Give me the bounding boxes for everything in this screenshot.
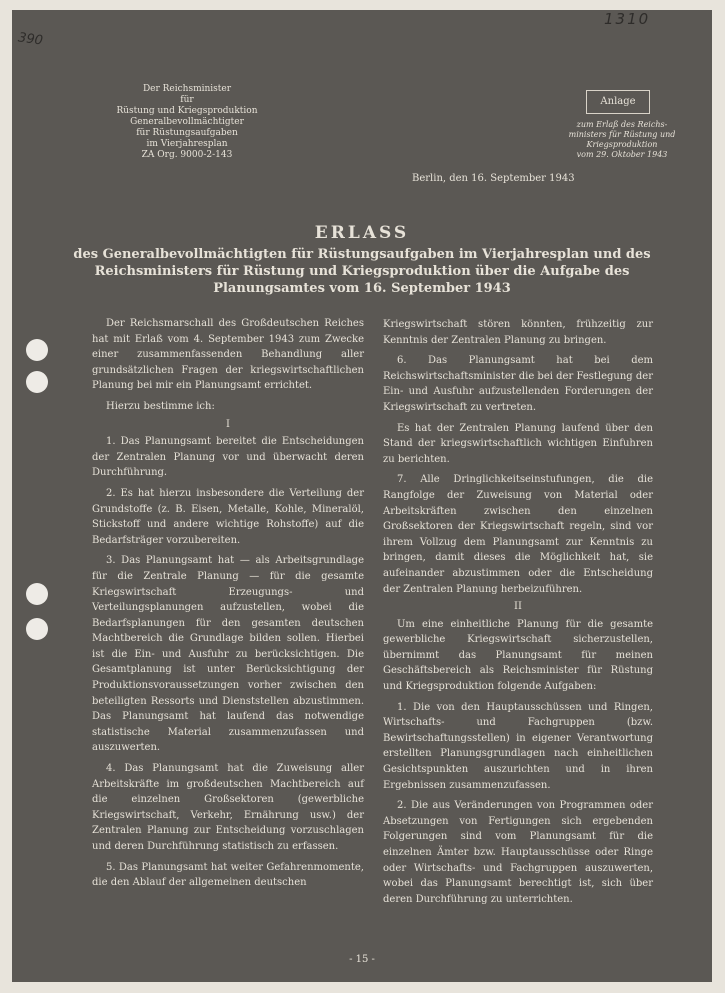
body-column-right bbox=[383, 317, 653, 907]
punch-hole bbox=[26, 371, 48, 393]
annex-note-line: Kriegsproduktion bbox=[586, 140, 658, 149]
body-column-left bbox=[92, 316, 364, 891]
reference-number: ZA Org. 9000-2-143 bbox=[141, 150, 233, 160]
paragraph: 1. Die von den Hauptausschüssen und Ringen, Wirtschafts- und Fachgruppen (bzw. Bewirtschaftungsstellen) in eigener Verantwortung erstellten Planungsgrundlagen nach einheitlichen Gesichtspunkten auszurichten und in ihren Ergebnissen zusammenzufassen. bbox=[383, 701, 653, 791]
sender-line: Generalbevollmächtigter bbox=[130, 117, 244, 127]
paragraph: 3. Das Planungsamt hat — als Arbeitsgrundlage für die Zentrale Planung — für die gesamte Kriegswirtschaft Erzeugungs- und Verteilungsplanungen aufzustellen, wobei die Bedarfsplanungen für den gesamten deutschen Machtbereich die Grundlage bilden sollen. Hierbei ist die Ein- und Ausfuhr zu berücksichtigen. Die Gesamtplanung ist unter Berücksichtigung der Produktionsvoraussetzungen vorher zwischen den beteiligten Ressorts und Dienststellen abzustimmen. Das Planungsamt hat laufend das notwendige statistische Material zusammenzufassen und auszuwerten. bbox=[92, 555, 364, 754]
punch-hole bbox=[26, 618, 48, 640]
annex-note bbox=[562, 120, 682, 160]
annex-note-line: zum Erlaß des Reichs- bbox=[576, 120, 668, 129]
sender-line: Rüstung und Kriegsproduktion bbox=[116, 106, 258, 116]
sender-line: für bbox=[180, 95, 194, 105]
paragraph: 5. Das Planungsamt hat weiter Gefahrenmomente, die den Ablauf der allgemeinen deutschen bbox=[92, 861, 364, 889]
document-title: ERLASS bbox=[314, 223, 410, 243]
annex-note-line: ministers für Rüstung und bbox=[568, 130, 676, 139]
paragraph: 4. Das Planungsamt hat die Zuweisung aller Arbeitskräfte im großdeutschen Machtbereich auf die einzelnen Großsektoren (gewerbliche Kriegswirtschaft, Verkehr, Ernährung usw.) der Zentralen Planung zur Entscheidung vorzuschlagen und deren Durchführung statistisch zu erfassen. bbox=[92, 763, 364, 852]
dateline: Berlin, den 16. September 1943 bbox=[412, 173, 575, 184]
sender-line: im Vierjahresplan bbox=[146, 139, 228, 149]
paragraph: Um eine einheitliche Planung für die gesamte gewerbliche Kriegswirtschaft sicherzustellen, übernimmt das Planungsamt für meinen Geschäftsbereich als Reichsminister für Rüstung und Kriegsproduktion folgende Aufgaben: bbox=[383, 618, 653, 693]
sender-line: für Rüstungsaufgaben bbox=[136, 128, 238, 138]
document-subtitle: des Generalbevollmächtigten für Rüstungsaufgaben im Vierjahresplan und des Reichsministers für Rüstung und Kriegsproduktion über die Aufgabe des Planungsamtes vom 16. September 1943 bbox=[73, 247, 651, 296]
decree-phrase: Hierzu bestimme ich: bbox=[106, 400, 215, 412]
section-heading: II bbox=[514, 601, 522, 613]
sender-block bbox=[12, 84, 362, 161]
paragraph: 6. Das Planungsamt hat bei dem Reichswirtschaftsminister die bei der Festlegung der Ein- und Ausfuhr aufzustellenden Forderungen der Kriegswirtschaft zu vertreten. bbox=[383, 355, 653, 413]
document-page bbox=[12, 10, 712, 982]
section-heading: I bbox=[226, 418, 230, 430]
paragraph: 1. Das Planungsamt bereitet die Entscheidungen der Zentralen Planung vor und überwacht deren Durchführung. bbox=[92, 436, 364, 479]
paragraph: Es hat der Zentralen Planung laufend über den Stand der kriegswirtschaftlich wichtigen Einfuhren zu berichten. bbox=[383, 422, 653, 465]
page-number: - 15 - bbox=[349, 954, 375, 965]
archive-number-left: 390 bbox=[17, 30, 44, 49]
intro-paragraph: Der Reichsmarschall des Großdeutschen Reiches hat mit Erlaß vom 4. September 1943 zum Zwecke einer zusammenfassenden Behandlung aller grundsätzlichen Fragen der kriegswirtschaftlichen Planung bei mir ein Planungsamt errichtet. bbox=[92, 318, 364, 392]
annex-label-box: Anlage bbox=[586, 90, 650, 114]
punch-hole bbox=[26, 339, 48, 361]
paragraph: 2. Die aus Veränderungen von Programmen oder Absetzungen von Fertigungen sich ergebenden Folgerungen sind vom Planungsamt für die einzelnen Ämter bzw. Hauptausschüsse oder Ringe oder Wirtschafts- und Fachgruppen auszuwerten, wobei das Planungsamt berechtigt ist, sich über deren Durchführung zu unterrichten. bbox=[383, 800, 653, 905]
paragraph: 7. Alle Dringlichkeitseinstufungen, die die Rangfolge der Zuweisung von Material oder Arbeitskräften zwischen den einzelnen Großsektoren der Kriegswirtschaft regeln, sind vor ihrem Vollzug dem Planungsamt zur Kenntnis zu bringen, damit dieses die Möglichkeit hat, sie aufeinander abzustimmen oder die Entscheidung der Zentralen Planung herbeizuführen. bbox=[383, 474, 653, 595]
archive-number-right: 1310 bbox=[604, 10, 651, 28]
punch-hole bbox=[26, 583, 48, 605]
paragraph: Kriegswirtschaft stören könnten, frühzeitig zur Kenntnis der Zentralen Planung zu bringen. bbox=[383, 319, 653, 346]
paragraph: 2. Es hat hierzu insbesondere die Verteilung der Grundstoffe (z. B. Eisen, Metalle, Kohle, Mineralöl, Stickstoff und andere wichtige Rohstoffe) auf die Bedarfsträger vorzubereiten. bbox=[92, 487, 364, 546]
sender-line: Der Reichsminister bbox=[142, 84, 232, 94]
annex-note-line: vom 29. Oktober 1943 bbox=[576, 150, 668, 159]
